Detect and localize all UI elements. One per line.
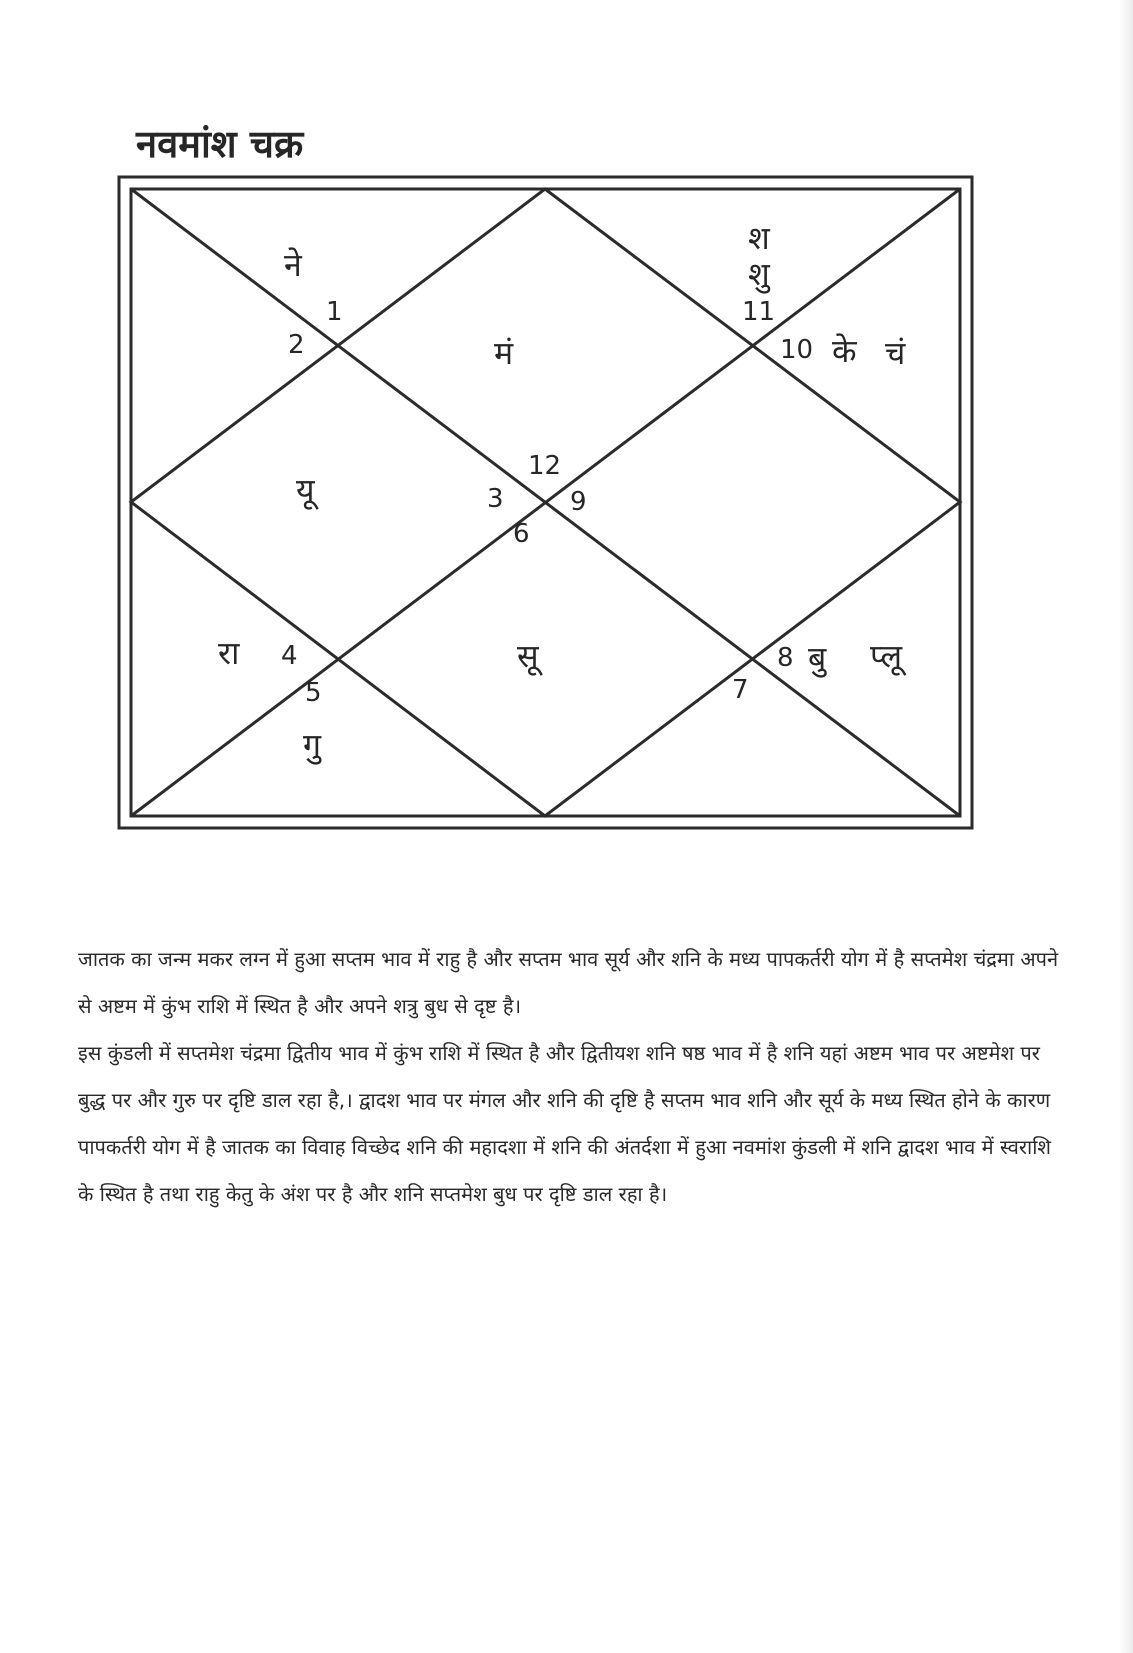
planet-bu: बु xyxy=(808,639,827,677)
planet-gu: गु xyxy=(303,726,322,764)
description-text xyxy=(78,936,1068,1218)
planet-man: मं xyxy=(494,334,514,372)
house-number-2: 2 xyxy=(288,330,305,360)
planet-su: सू xyxy=(517,637,539,675)
planet-sha: श xyxy=(748,219,770,257)
house-number-5: 5 xyxy=(305,678,322,708)
planet-shu: शु xyxy=(748,255,770,293)
planet-ra: रा xyxy=(218,634,240,672)
paragraph-1: जातक का जन्म मकर लग्न में हुआ सप्तम भाव में राहु है और सप्तम भाव सूर्य और शनि के मध्य पापकर्तरी योग में है सप्तमेश चंद्रमा अपने से अष्टम में कुंभ राशि में स्थित है और अपने शत्रु बुध से दृष्ट है। xyxy=(78,947,1059,1018)
planet-yu: यू xyxy=(296,471,315,509)
planet-chan: चं xyxy=(885,334,906,372)
house-number-6: 6 xyxy=(513,519,530,549)
house-number-11: 11 xyxy=(742,297,776,327)
house-number-8: 8 xyxy=(777,643,794,673)
house-number-12: 12 xyxy=(528,451,562,481)
house-number-10: 10 xyxy=(780,335,814,365)
paragraph-2: इस कुंडली में सप्तमेश चंद्रमा द्वितीय भाव में कुंभ राशि में स्थित है और द्वितीयश शनि षष्ठ भाव में है शनि यहां अष्टम भाव पर अष्टमेश पर बुद्ध पर और गुरु पर दृष्टि डाल रहा है,। द्वादश भाव पर मंगल और शनि की दृष्टि है सप्तम भाव शनि और सूर्य के मध्य स्थित होने के कारण पापकर्तरी योग में है जातक का विवाह विच्छेद शनि की महादशा में शनि की अंतर्दशा में हुआ नवमांश कुंडली में शनि द्वादश भाव में स्वराशि के स्थित है तथा राहु केतु के अंश पर है और शनि सप्तमेश बुध पर दृष्टि डाल रहा है। xyxy=(78,1041,1051,1206)
house-number-9: 9 xyxy=(570,487,587,517)
chart-title: नवमांश चक्र xyxy=(136,122,304,166)
planet-ke: के xyxy=(832,332,857,370)
planet-plu: प्लू xyxy=(870,637,903,675)
house-number-3: 3 xyxy=(487,484,504,514)
house-number-7: 7 xyxy=(732,675,749,705)
planet-ne: ने xyxy=(284,246,302,284)
house-number-4: 4 xyxy=(281,641,298,671)
house-number-1: 1 xyxy=(326,297,343,327)
